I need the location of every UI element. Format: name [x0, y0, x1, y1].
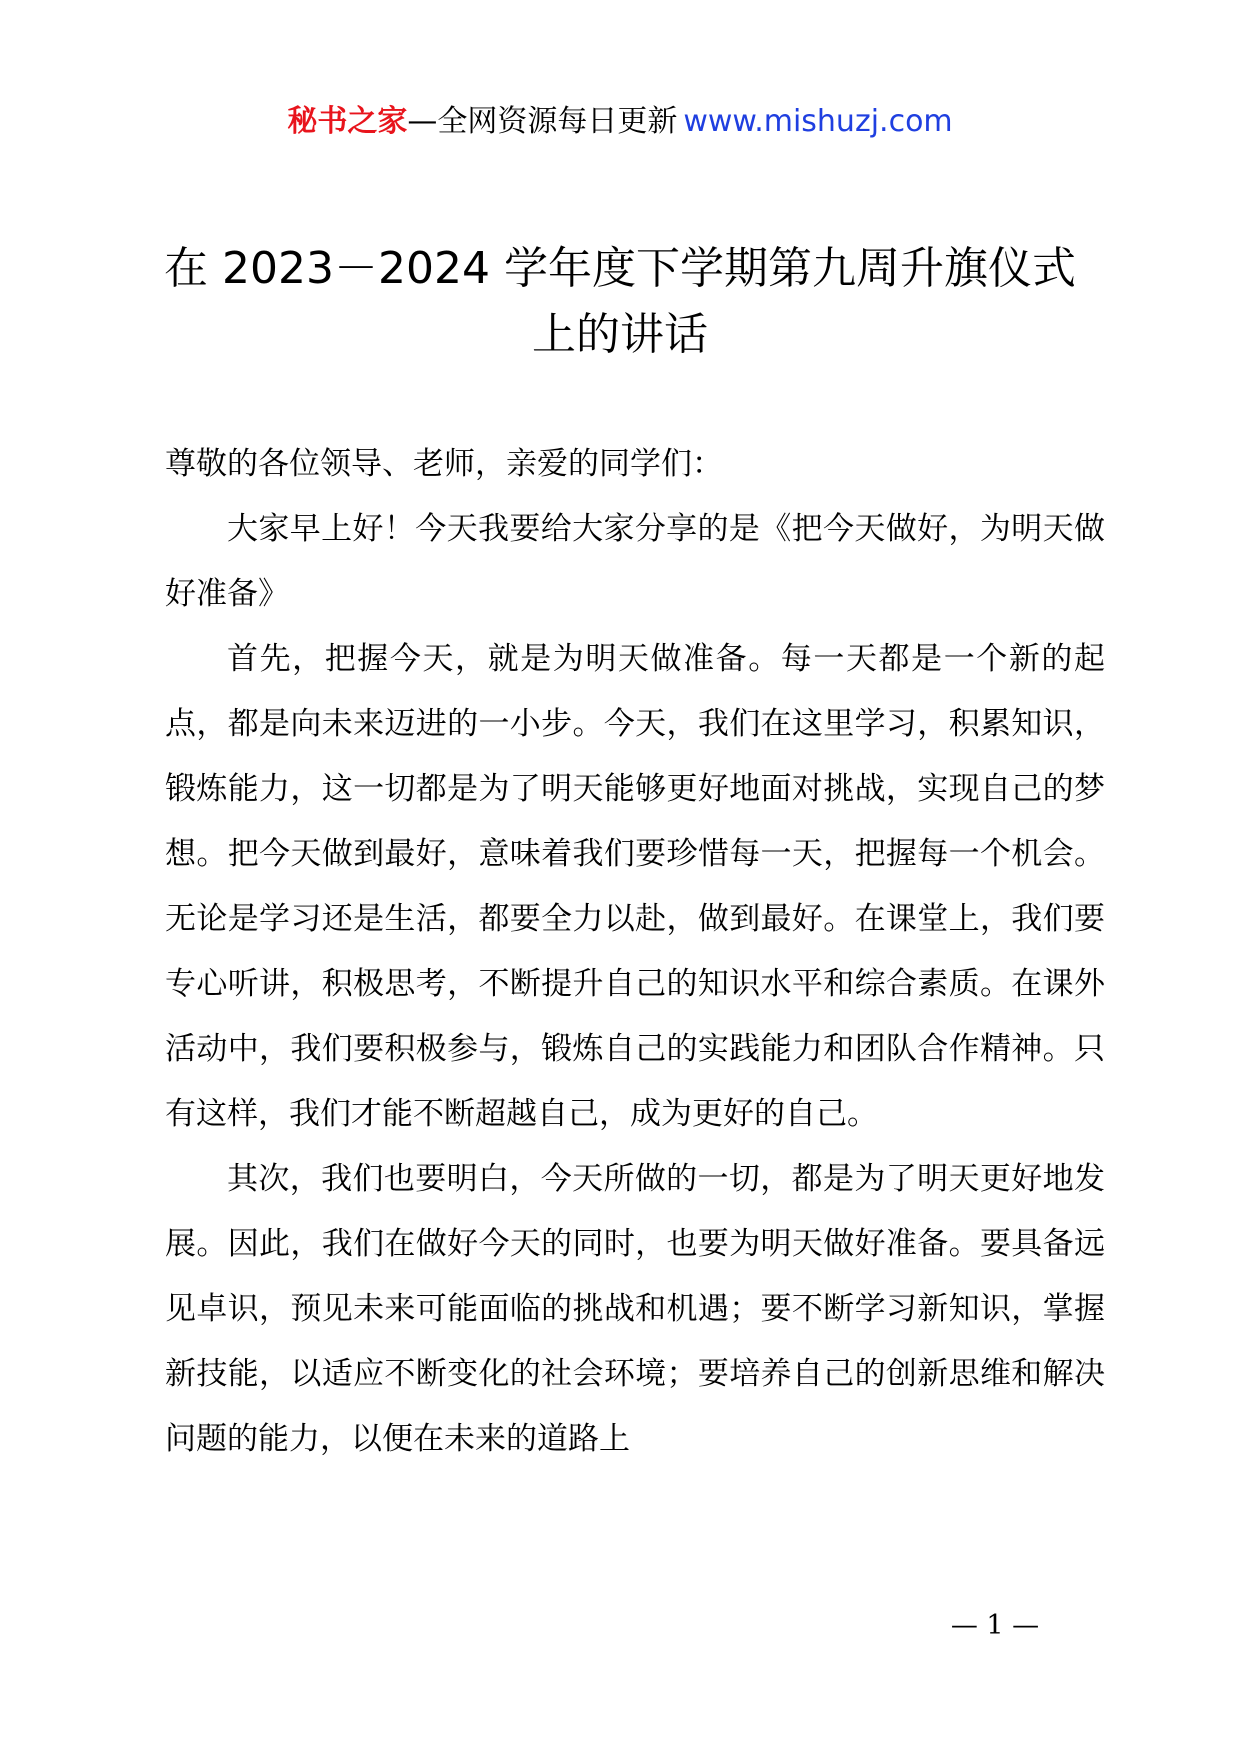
paragraph-greeting: 大家早上好！今天我要给大家分享的是《把今天做好，为明天做好准备》 — [165, 511, 1105, 612]
document-title: 在 2023－2024 学年度下学期第九周升旗仪式上的讲话 — [164, 243, 1076, 360]
paragraph-second: 其次，我们也要明白，今天所做的一切，都是为了明天更好地发展。因此，我们在做好今天的同时，也要为明天做好准备。要具备远见卓识，预见未来可能面临的挑战和机遇；要不断学习新知识，掌握新技能，以适应不断变化的社会环境；要培养自己的创新思维和解决问题的能力，以便在未来的道路上 — [165, 1161, 1105, 1457]
header-tagline: —全网资源每日更新 — [407, 104, 678, 139]
brand-name: 秘书之家 — [287, 104, 408, 139]
paragraph-first: 首先，把握今天，就是为明天做准备。每一天都是一个新的起点，都是向未来迈进的一小步。今天，我们在这里学习，积累知识，锻炼能力，这一切都是为了明天能够更好地面对挑战，实现自己的梦想。把今天做到最好，意味着我们要珍惜每一天，把握每一个机会。无论是学习还是生活，都要全力以赴，做到最好。在课堂上，我们要专心听讲，积极思考，不断提升自己的知识水平和综合素质。在课外活动中，我们要积极参与，锻炼自己的实践能力和团队合作精神。只有这样，我们才能不断超越自己，成为更好的自己。 — [165, 641, 1105, 1132]
page-number: — 1 — — [950, 1610, 1040, 1641]
salutation: 尊敬的各位领导、老师，亲爱的同学们： — [165, 446, 723, 482]
site-url-link[interactable]: www.mishuzj.com — [683, 104, 953, 139]
site-header — [0, 100, 1240, 144]
document-body — [165, 432, 1105, 1472]
